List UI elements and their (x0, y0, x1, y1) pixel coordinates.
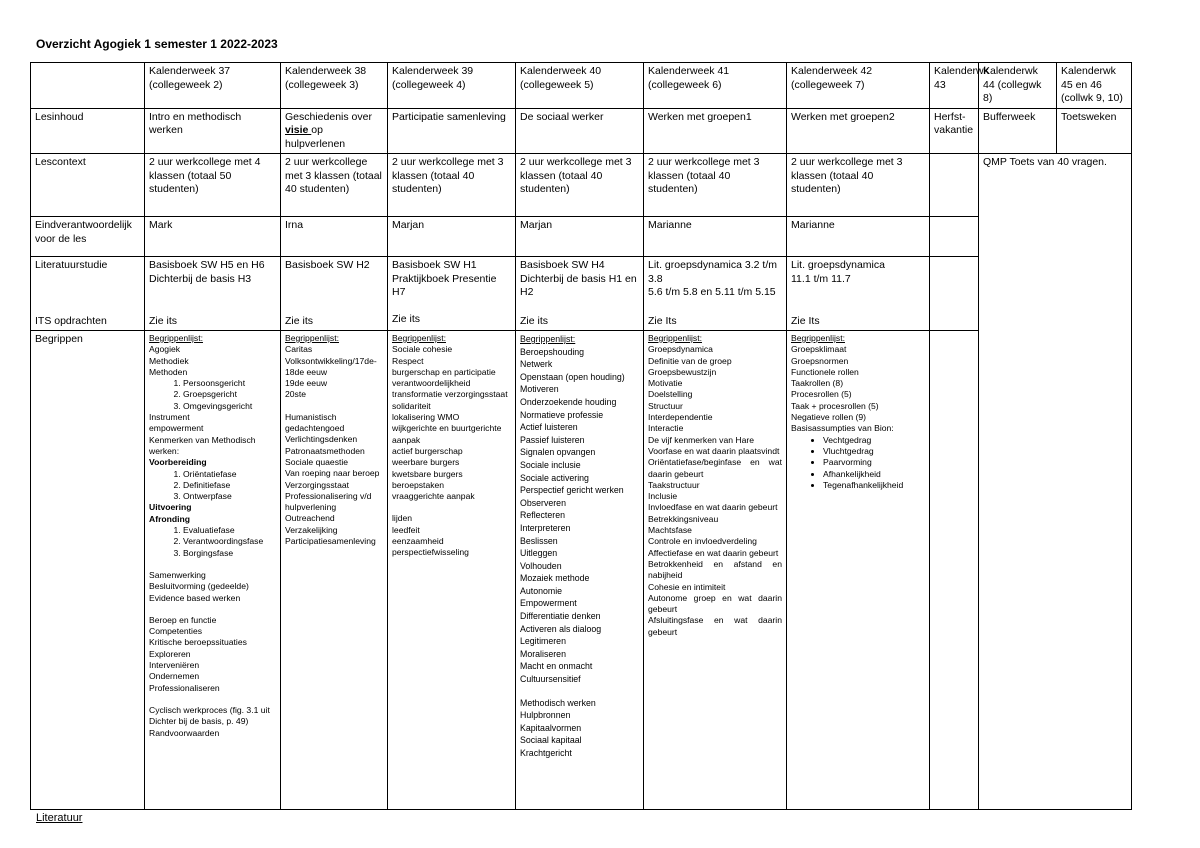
begrip-item: Betrekkingsniveau (648, 513, 719, 524)
lescontext-w42: 2 uur werkcollege met 3 klassen (totaal 40 studenten) (787, 154, 930, 217)
begrip-item: Betrokkenheid en afstand en nabijheid (648, 558, 782, 581)
label-lescontext: Lescontext (31, 154, 145, 217)
label-literatuur (31, 257, 145, 331)
begrip-item: actief burgerschap (392, 445, 463, 456)
begrip-item: Motiveren (520, 384, 559, 395)
begrip-item: Mozaiek methode (520, 573, 590, 584)
begrip-item: wijkgerichte en buurtgerichte aanpak (392, 423, 502, 445)
lit-line: Dichterbij de basis H1 en H2 (520, 272, 637, 298)
begrip-item: Beroep en functie (149, 614, 217, 625)
begrip-item: Sociale inclusie (520, 459, 581, 470)
lescontext-w37: 2 uur werkcollege met 4 klassen (totaal 50 studenten) (145, 154, 281, 217)
begrip-item: transformatie verzorgingsstaat (392, 389, 508, 400)
begrippen-w43 (930, 331, 979, 810)
begrip-item: Hulpbronnen (520, 710, 571, 721)
lesinhoud-w44: Bufferweek (979, 108, 1057, 154)
begrip-item: empowerment (149, 423, 204, 434)
eind-w37: Mark (145, 217, 281, 257)
its-w38: Zie its (285, 314, 314, 327)
begrip-item: Inclusie (648, 491, 678, 502)
begrip-item: Cultuursensitief (520, 674, 581, 685)
lit-line: Basisboek SW H4 (520, 259, 605, 271)
header-week-37: Kalenderweek 37 (collegeweek 2) (145, 63, 281, 109)
qmp-toets-cell: QMP Toets van 40 vragen. (979, 154, 1132, 810)
begrip-item: De vijf kenmerken van Hare (648, 434, 755, 445)
page-title: Overzicht Agogiek 1 semester 1 2022-2023 (36, 37, 278, 51)
begrip-item: Professionaliseren (149, 682, 220, 693)
begrip-item: Taak + procesrollen (5) (791, 400, 879, 411)
begrippen-w41 (644, 331, 787, 810)
label-its-opdrachten: ITS opdrachten (35, 314, 107, 327)
its-w41: Zie Its (648, 314, 677, 327)
begrip-item: Structuur (648, 400, 683, 411)
begrippen-w37 (145, 331, 281, 810)
begrip-item: Kenmerken van Methodisch werken: (149, 434, 256, 456)
begrip-item: Volksontwikkeling/17de-18de eeuw (285, 355, 377, 377)
lescontext-w39: 2 uur werkcollege met 3 klassen (totaal 40 studenten) (388, 154, 516, 217)
begrip-item: Ondernemen (149, 671, 200, 682)
begrip-item: Interdependentie (648, 412, 713, 423)
begrip-item: Basisassumpties van Bion: (791, 423, 894, 434)
begrip-item: Reflecteren (520, 510, 565, 521)
lit-line: 11.1 t/m 11.7 (791, 272, 851, 285)
begrip-item: Interveniëren (149, 660, 200, 671)
begrip-item: Instrument (149, 412, 190, 423)
begrippenlijst-header: Begrippenlijst: (648, 333, 702, 343)
begrip-item: Methodisch werken (520, 697, 596, 708)
lit-line: Lit. groepsdynamica 3.2 t/m 3.8 (648, 259, 777, 285)
begrip-item: Evidence based werken (149, 592, 241, 603)
begrip-item: Cyclisch werkproces (fig. 3.1 uit Dichter bij de basis, p. 49) (149, 704, 270, 727)
begrippenlijst-header: Begrippenlijst: (149, 333, 203, 343)
begrippen-w39 (388, 331, 516, 810)
begrip-item: Motivatie (648, 378, 683, 389)
header-week-43: Kalenderwk 43 (930, 63, 979, 109)
begrip-item: Voorfase en wat daarin plaatsvindt (648, 445, 780, 456)
begrip-item: Actief luisteren (520, 422, 578, 433)
label-literatuurstudie: Literatuurstudie (35, 259, 108, 271)
begrip-item: Sociale quaestie (285, 456, 349, 467)
eind-w42: Marianne (787, 217, 930, 257)
begrip-item: 3. Ontwerpfase (183, 491, 276, 502)
begrip-item: perspectiefwisseling (392, 547, 469, 558)
begrip-item: Perspectief gericht werken (520, 485, 624, 496)
begrip-item: lijden (392, 513, 413, 524)
begrip-item: vraaggerichte aanpak (392, 491, 475, 502)
begrip-item: Competenties (149, 626, 203, 637)
eind-w43 (930, 217, 979, 257)
begrip-item: 20ste (285, 389, 307, 400)
begrip-item: Legitimeren (520, 636, 566, 647)
begrip-item: • Tegenafhankelijkheid (823, 480, 925, 491)
footer-literatuur: Literatuur (36, 812, 83, 824)
lit-line: Basisboek SW H5 en H6 (149, 259, 265, 271)
begrip-item: Professionalisering v/d hulpverlening (285, 490, 372, 513)
begrip-item: Outreachend (285, 513, 335, 524)
eind-w41: Marianne (644, 217, 787, 257)
begrip-item: 1. Persoonsgericht (183, 378, 276, 389)
begrip-item: weerbare burgers (392, 457, 460, 468)
begrip-item: Autonome groep en wat daarin gebeurt (648, 592, 782, 615)
header-week-45-46: Kalenderwk 45 en 46 (collwk 9, 10) (1057, 63, 1132, 109)
lit-line: Praktijkboek Presentie H7 (392, 272, 497, 298)
lesinhoud-w41: Werken met groepen1 (644, 108, 787, 154)
begrip-item: Randvoorwaarden (149, 727, 220, 738)
header-week-40: Kalenderweek 40 (collegeweek 5) (516, 63, 644, 109)
begrip-item: burgerschap en participatie (392, 366, 496, 377)
begrip-item: Machtsfase (648, 525, 692, 536)
begrip-item: Normatieve professie (520, 409, 604, 420)
uitvoering-heading: Uitvoering (149, 502, 192, 513)
begrip-item: Macht en onmacht (520, 661, 593, 672)
begrip-item: Doelstelling (648, 389, 693, 400)
begrip-item: Participatiesamenleving (285, 536, 376, 547)
begrip-item: Besluitvorming (gedeelde) (149, 581, 249, 592)
lescontext-w38: 2 uur werkcollege met 3 klassen (totaal 40 studenten) (281, 154, 388, 217)
header-empty (31, 63, 145, 109)
begrip-item: 2. Verantwoordingsfase (183, 536, 276, 547)
lesinhoud-w39: Participatie samenleving (388, 108, 516, 154)
begrip-item: Sociale cohesie (392, 344, 453, 355)
begrip-item: Signalen opvangen (520, 447, 596, 458)
lit-w40 (516, 257, 644, 331)
label-lesinhoud: Lesinhoud (31, 108, 145, 154)
begrip-item: 1. Oriëntatiefase (183, 469, 276, 480)
header-week-38: Kalenderweek 38 (collegeweek 3) (281, 63, 388, 109)
lesinhoud-w38-pre: Geschiedenis over (285, 110, 372, 123)
row-eindverantwoordelijk (31, 217, 1132, 257)
begrip-item: kwetsbare burgers (392, 468, 463, 479)
header-week-41: Kalenderweek 41 (collegeweek 6) (644, 63, 787, 109)
begrip-item: eenzaamheid (392, 536, 444, 547)
its-w37: Zie its (149, 314, 178, 327)
lit-w38 (281, 257, 388, 331)
voorbereiding-heading: Voorbereiding (149, 457, 207, 468)
eind-w40: Marjan (516, 217, 644, 257)
begrip-item: Groepsnormen (791, 355, 849, 366)
begrip-item: Patronaatsmethoden (285, 445, 365, 456)
lit-line: Basisboek SW H1 (392, 259, 477, 271)
label-begrippen: Begrippen (31, 331, 145, 810)
header-week-42: Kalenderweek 42 (collegeweek 7) (787, 63, 930, 109)
begrip-item: • Vluchtgedrag (823, 446, 925, 457)
header-week-44: Kalenderwk 44 (collegwk 8) (979, 63, 1057, 109)
begrip-item: Functionele rollen (791, 366, 859, 377)
begrip-item: Affectiefase en wat daarin gebeurt (648, 547, 779, 558)
header-row (31, 63, 1132, 109)
begrip-item: Cohesie en intimiteit (648, 581, 726, 592)
begrip-item: Invloedfase en wat daarin gebeurt (648, 502, 778, 513)
schedule-table (30, 62, 1132, 810)
begrippenlijst-header: Begrippenlijst: (392, 333, 446, 343)
begrippenlijst-header: Begrippenlijst: (791, 333, 845, 343)
lit-line: Basisboek SW H2 (285, 259, 370, 271)
begrip-item: Observeren (520, 497, 566, 508)
lesinhoud-w42: Werken met groepen2 (787, 108, 930, 154)
lescontext-w40: 2 uur werkcollege met 3 klassen (totaal 40 studenten) (516, 154, 644, 217)
begrip-item: • Vechtgedrag (823, 435, 925, 446)
begrip-item: Passief luisteren (520, 434, 585, 445)
begrip-item: solidariteit (392, 400, 431, 411)
lesinhoud-w38 (281, 108, 388, 154)
lit-line: Dichterbij de basis H3 (149, 272, 252, 285)
begrip-item: Empowerment (520, 598, 577, 609)
begrip-item: Sociaal kapitaal (520, 735, 582, 746)
lit-w41 (644, 257, 787, 331)
begrip-item: Samenwerking (149, 569, 206, 580)
header-week-39: Kalenderweek 39 (collegeweek 4) (388, 63, 516, 109)
begrippen-w42 (787, 331, 930, 810)
begrip-item: beroepstaken (392, 479, 445, 490)
begrippenlijst-header: Begrippenlijst: (285, 333, 339, 343)
lescontext-w43 (930, 154, 979, 217)
begrip-item: Groepsbewustzijn (648, 366, 717, 377)
begrip-item: Definitie van de groep (648, 355, 732, 366)
lit-w37 (145, 257, 281, 331)
begrippen-w40 (516, 331, 644, 810)
begrip-item: • Afhankelijkheid (823, 469, 925, 480)
begrip-item: Negatieve rollen (9) (791, 412, 866, 423)
row-begrippen (31, 331, 1132, 810)
its-w42: Zie Its (791, 314, 820, 327)
begrip-item: Agogiek (149, 344, 181, 355)
begrip-item: Groepsdynamica (648, 344, 713, 355)
begrip-item: 19de eeuw (285, 378, 328, 389)
eind-w38: Irna (281, 217, 388, 257)
lesinhoud-w43: Herfst-vakantie (930, 108, 979, 154)
begrip-item: Interactie (648, 423, 684, 434)
begrip-item: Verzorgingsstaat (285, 479, 350, 490)
lesinhoud-w40: De sociaal werker (516, 108, 644, 154)
methoden-list (149, 378, 276, 412)
begrip-item: Verlichtingsdenken (285, 434, 358, 445)
lesinhoud-w38-visie: visie (285, 124, 312, 136)
begrip-item: 2. Definitiefase (183, 480, 276, 491)
begrip-item: Kapitaalvormen (520, 722, 582, 733)
begrip-item: lokalisering WMO (392, 412, 460, 423)
begrip-item: • Paarvorming (823, 457, 925, 468)
begrip-item: Exploreren (149, 648, 191, 659)
begrippen-w38 (281, 331, 388, 810)
begrip-item: Openstaan (open houding) (520, 371, 625, 382)
begrip-item: Uitleggen (520, 548, 558, 559)
lit-line: Lit. groepsdynamica (791, 259, 885, 271)
begrip-item: 1. Evaluatiefase (183, 525, 276, 536)
begrip-item: Groepsklimaat (791, 344, 847, 355)
begrip-item: Volhouden (520, 560, 562, 571)
row-lesinhoud (31, 108, 1132, 154)
begrip-item: Van roeping naar beroep (285, 468, 380, 479)
begrip-item: Autonomie (520, 585, 563, 596)
lesinhoud-w37: Intro en methodisch werken (145, 108, 281, 154)
begrip-item: Netwerk (520, 359, 553, 370)
its-w40: Zie its (520, 314, 549, 327)
afronding-list (149, 525, 276, 559)
begrip-item: Taakrollen (8) (791, 378, 844, 389)
begrip-item: Humanistisch gedachtengoed (285, 411, 345, 434)
begrip-item: Afsluitingsfase en wat daarin gebeurt (648, 615, 782, 637)
voorbereiding-list (149, 469, 276, 503)
begrip-item: Verzakelijking (285, 524, 338, 535)
lit-w43 (930, 257, 979, 331)
begrip-item: Kritische beroepssituaties (149, 637, 247, 648)
begrip-item: Onderzoekende houding (520, 396, 617, 407)
begrip-item: Procesrollen (5) (791, 389, 852, 400)
begrip-item: Respect (392, 355, 424, 366)
begrip-item: Methoden (149, 366, 188, 377)
begrip-item: Krachtgericht (520, 748, 572, 758)
begrip-item: verantwoordelijkheid (392, 378, 471, 389)
begrip-item: Activeren als dialoog (520, 623, 602, 634)
lit-w42 (787, 257, 930, 331)
begrip-item: Oriëntatiefase/beginfase en wat daarin gebeurt (648, 457, 782, 479)
lesinhoud-w45: Toetsweken (1057, 108, 1132, 154)
begrip-item: 2. Groepsgericht (183, 389, 276, 400)
lit-line: 5.6 t/m 5.8 en 5.11 t/m 5.15 (648, 286, 776, 298)
afronding-heading: Afronding (149, 513, 191, 524)
its-w39: Zie its (392, 312, 421, 325)
begrip-item: Caritas (285, 344, 313, 355)
label-eindverantwoordelijk: Eindverantwoordelijk voor de les (31, 217, 145, 257)
eind-w39: Marjan (388, 217, 516, 257)
row-lescontext (31, 154, 1132, 217)
begrip-item: leedfeit (392, 524, 420, 535)
begrip-item: Interpreteren (520, 522, 571, 533)
begrip-item: Methodiek (149, 355, 189, 366)
begrip-item: Beslissen (520, 535, 558, 546)
begrippenlijst-header: Begrippenlijst: (520, 334, 576, 344)
lit-w39 (388, 257, 516, 331)
begrip-item: 3. Borgingsfase (183, 548, 276, 559)
lesinhoud-w38-post: op hulpverlenen (285, 124, 346, 150)
begrip-item: Controle en invloedverdeling (648, 536, 757, 547)
begrip-item: Beroepshouding (520, 346, 585, 357)
begrip-item: Sociale activering (520, 472, 589, 483)
lescontext-w41: 2 uur werkcollege met 3 klassen (totaal 40 studenten) (644, 154, 787, 217)
begrip-item: Moraliseren (520, 648, 566, 659)
begrip-item: Differentiatie denken (520, 611, 601, 622)
row-literatuur (31, 257, 1132, 331)
bion-bullet-list (791, 435, 925, 491)
begrip-item: 3. Omgevingsgericht (183, 401, 276, 412)
begrip-item: Taakstructuur (648, 479, 700, 490)
